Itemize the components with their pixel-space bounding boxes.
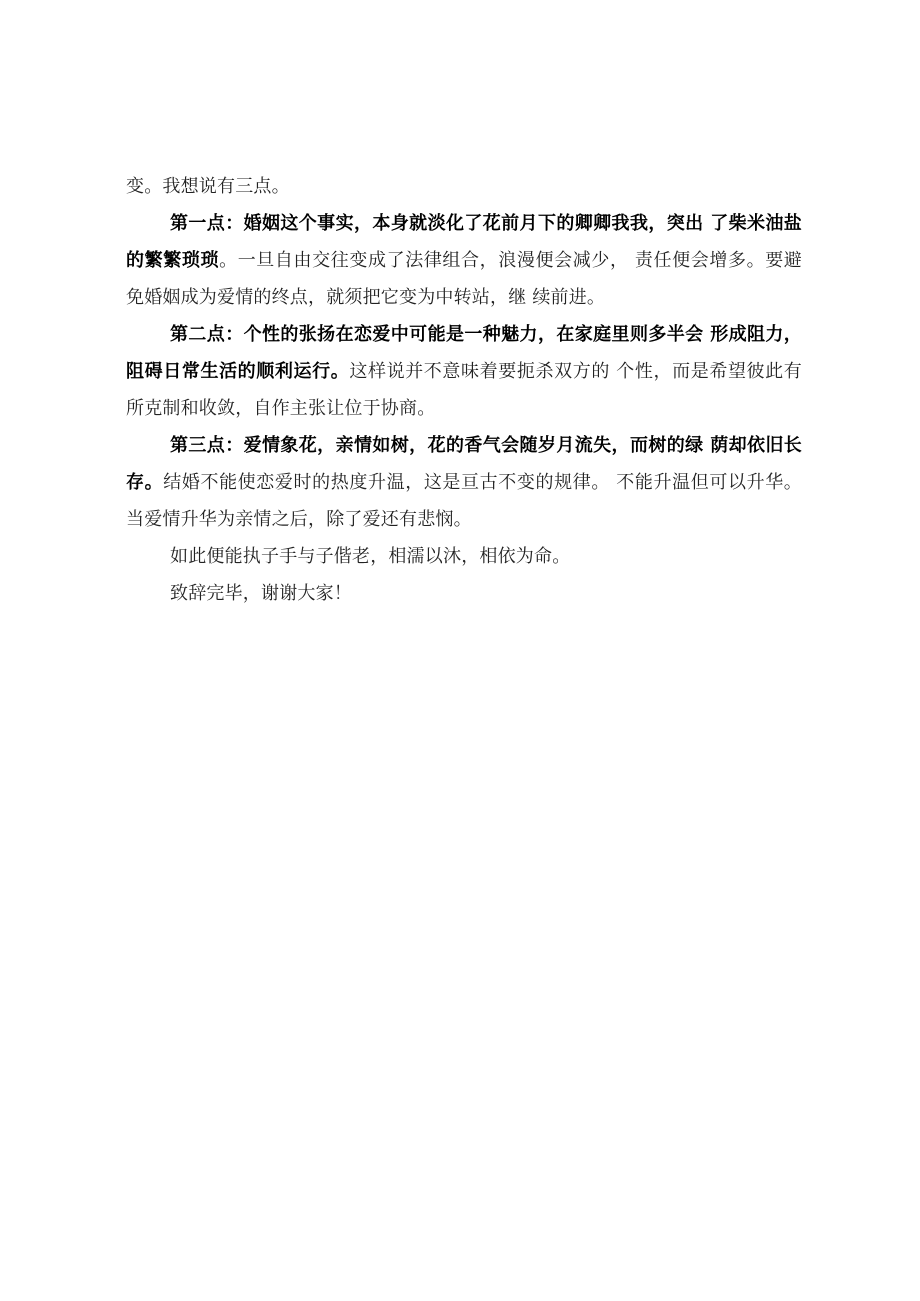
closing-2-text: 致辞完毕，谢谢大家！ — [170, 583, 352, 604]
paragraph-closing-2 — [126, 575, 802, 612]
paragraph-point-2 — [126, 316, 802, 427]
paragraph-point-3 — [126, 427, 802, 538]
paragraph-intro — [126, 168, 802, 205]
point-1-heading: 第一点：婚姻这个事实，本身就淡化了花前月下的卿卿我我，突出 了柴米油盐的繁繁琐琐 — [126, 213, 802, 271]
paragraph-point-1 — [126, 205, 802, 316]
paragraph-intro-text: 变。我想说有三点。 — [126, 176, 290, 197]
point-2-heading: 第二点：个性的张扬在恋爱中可能是一种魅力，在家庭里则多半会 形成阻力，阻碍日常生活的顺利运行。 — [126, 324, 802, 382]
document-body — [126, 168, 802, 612]
point-1-text: 。一旦自由交往变成了法律组合，浪漫便会减少， 责任便会增多。要避免婚姻成为爱情的终点，就须把它变为中转站，继 续前进。 — [126, 250, 803, 308]
paragraph-closing-1 — [126, 538, 802, 575]
point-2-text: 这样说并不意味着要扼杀双方的 个性，而是希望彼此有所克制和收敛，自作主张让位于协商。 — [126, 361, 802, 419]
closing-1-text: 如此便能执子手与子偕老，相濡以沐，相依为命。 — [170, 546, 571, 567]
point-3-text: 结婚不能使恋爱时的热度升温，这是亘古不变的规律。 不能升温但可以升华。当爱情升华为亲情之后，除了爱还有悲悯。 — [126, 472, 803, 530]
point-3-heading: 第三点：爱情象花，亲情如树，花的香气会随岁月流失，而树的绿 荫却依旧长存。 — [126, 435, 802, 493]
